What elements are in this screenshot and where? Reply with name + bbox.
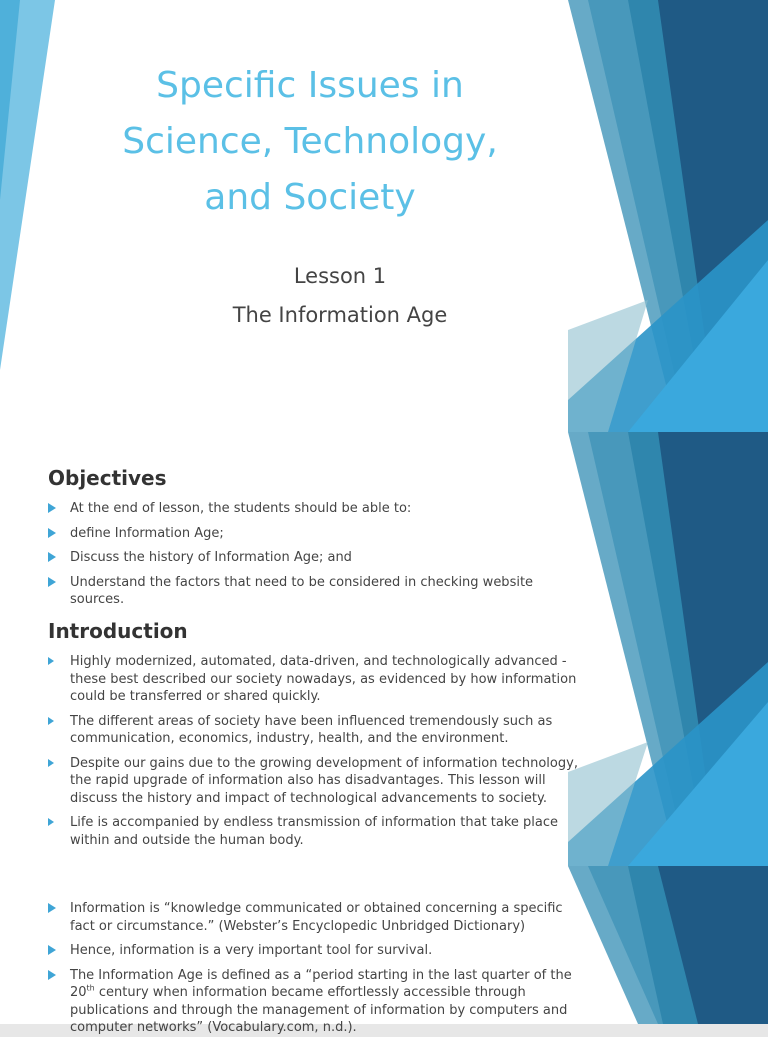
slide-title <box>0 0 768 432</box>
triangle-bullet-icon <box>48 903 56 913</box>
triangle-bullet-icon <box>48 577 56 587</box>
objectives-heading: Objectives <box>48 466 167 490</box>
information-list <box>48 900 578 1037</box>
list-item: At the end of lesson, the students should be able to: <box>48 500 578 518</box>
triangle-bullet-icon <box>48 528 56 538</box>
list-item: define Information Age; <box>48 525 578 543</box>
lesson-number: Lesson 1 <box>293 264 387 288</box>
lesson-topic: The Information Age <box>232 303 448 327</box>
list-item: Discuss the history of Information Age; and <box>48 549 578 567</box>
triangle-bullet-icon <box>48 818 54 826</box>
list-item: The different areas of society have been influenced tremendously such as communication, economics, industry, health, and the environment. <box>48 713 578 748</box>
left-decoration <box>0 0 60 432</box>
triangle-bullet-icon <box>48 945 56 955</box>
right-decoration <box>568 0 768 432</box>
triangle-bullet-icon <box>48 552 56 562</box>
title-line-3: and Society <box>204 177 416 218</box>
right-decoration <box>568 866 768 1024</box>
slide-information <box>0 866 768 1035</box>
list-item: Highly modernized, automated, data-driven, and technologically advanced - these best described our society nowadays, as evidenced by how information could be transferred or shared quickly. <box>48 653 578 706</box>
triangle-bullet-icon <box>48 970 56 980</box>
introduction-heading: Introduction <box>48 619 188 643</box>
list-item: Life is accompanied by endless transmission of information that take place within and outside the human body. <box>48 814 578 849</box>
title-line-1: Specific Issues in <box>156 65 464 106</box>
triangle-bullet-icon <box>48 657 54 665</box>
list-item: Hence, information is a very important tool for survival. <box>48 942 578 960</box>
slide-objectives-introduction <box>0 432 768 866</box>
triangle-bullet-icon <box>48 717 54 725</box>
right-decoration <box>568 432 768 866</box>
list-item: Understand the factors that need to be considered in checking website sources. <box>48 574 540 609</box>
introduction-list <box>48 653 578 849</box>
triangle-bullet-icon <box>48 503 56 513</box>
title-line-2: Science, Technology, <box>122 121 498 162</box>
list-item: The Information Age is defined as a “period starting in the last quarter of the 20th century when information became effortlessly accessible through publications and through the management of information by computers and computer networks” (Vocabulary.com, n.d.). <box>48 967 578 1037</box>
list-item: Information is “knowledge communicated or obtained concerning a specific fact or circumstance.” (Webster’s Encyclopedic Unbridged Dictionary) <box>48 900 578 935</box>
objectives-list <box>48 500 578 609</box>
list-item: Despite our gains due to the growing development of information technology, the rapid upgrade of information also has disadvantages. This lesson will discuss the history and impact of technological advancements to society. <box>48 755 578 808</box>
triangle-bullet-icon <box>48 759 54 767</box>
presentation-title <box>100 58 520 226</box>
